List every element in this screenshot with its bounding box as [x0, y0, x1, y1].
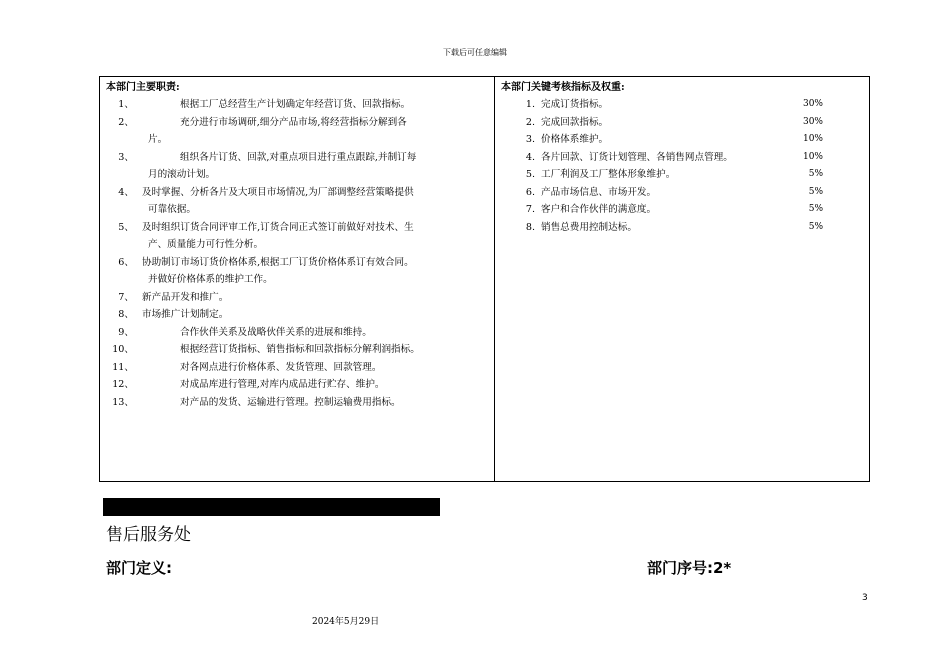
duty-text: 组织各片订货、回款,对重点项目进行重点跟踪,并制订每 — [180, 151, 417, 163]
duty-text: 对成品库进行管理,对库内成品进行贮存、维护。 — [180, 379, 385, 390]
kpi-item — [501, 114, 863, 132]
duty-continuation: 可靠依据。 — [148, 204, 196, 215]
kpi-item — [501, 166, 863, 184]
duty-item — [106, 324, 488, 342]
duty-table — [99, 76, 870, 482]
duty-item — [106, 306, 488, 324]
dept-number-label: 部门序号:2* — [647, 559, 732, 577]
duty-continuation: 产、质量能力可行性分析。 — [148, 239, 264, 250]
kpi-text: 销售总费用控制达标。 — [541, 221, 637, 233]
duty-item — [106, 394, 488, 412]
kpi-weight: 5% — [808, 186, 823, 197]
duty-continuation: 片。 — [148, 134, 168, 145]
page-number: 3 — [862, 593, 868, 603]
duty-item — [106, 114, 488, 149]
footer-date: 2024年5月29日 — [312, 617, 380, 627]
kpi-number: 2. — [525, 116, 535, 128]
duty-continuation: 并做好价格体系的维护工作。 — [148, 274, 273, 285]
duty-text: 合作伙伴关系及战略伙伴关系的进展和维持。 — [180, 326, 372, 338]
responsibilities-list — [106, 96, 488, 411]
kpi-number: 6. — [525, 186, 535, 198]
kpi-text: 完成订货指标。 — [541, 99, 609, 110]
duty-text: 及时组织订货合同评审工作,订货合同正式签订前做好对技术、生 — [142, 221, 414, 233]
kpi-number: 3. — [525, 134, 535, 145]
responsibilities-column — [100, 77, 495, 481]
duty-item — [106, 96, 488, 114]
kpi-weight: 10% — [802, 151, 823, 162]
duty-text: 充分进行市场调研,细分产品市场,将经营指标分解到各 — [180, 116, 407, 128]
kpi-column — [495, 77, 869, 481]
duty-item — [106, 149, 488, 184]
duty-number: 12、 — [112, 379, 134, 390]
duty-text: 及时掌握、分析各片及大项目市场情况,为厂部调整经营策略提供 — [142, 186, 414, 198]
duty-number: 10、 — [112, 344, 134, 355]
kpi-text: 产品市场信息、市场开发。 — [541, 186, 657, 198]
kpi-item — [501, 184, 863, 202]
kpi-text: 完成回款指标。 — [541, 116, 609, 128]
kpi-item — [501, 149, 863, 167]
kpi-item — [501, 96, 863, 114]
responsibilities-title: 本部门主要职责: — [106, 82, 180, 93]
duty-number: 11、 — [112, 361, 134, 373]
duty-text: 对各网点进行价格体系、发货管理、回款管理。 — [180, 361, 382, 373]
duty-number: 9、 — [118, 326, 134, 338]
kpi-item — [501, 219, 863, 237]
duty-item — [106, 254, 488, 289]
duty-number: 2、 — [118, 116, 134, 128]
duty-number: 4、 — [118, 186, 134, 198]
kpi-item — [501, 131, 863, 149]
duty-item — [106, 219, 488, 254]
duty-number: 5、 — [118, 221, 134, 233]
kpi-item — [501, 201, 863, 219]
header-note: 下载后可任意编辑 — [443, 48, 507, 57]
kpi-title: 本部门关键考核指标及权重: — [501, 82, 625, 93]
duty-continuation: 月的滚动计划。 — [148, 169, 216, 180]
duty-text: 新产品开发和推广。 — [142, 291, 229, 303]
dept-definition-label: 部门定义: — [106, 559, 172, 577]
duty-text: 根据经营订货指标、销售指标和回款指标分解利润指标。 — [180, 344, 420, 355]
kpi-number: 1. — [525, 99, 535, 110]
kpi-number: 5. — [525, 169, 535, 180]
kpi-number: 7. — [525, 204, 535, 215]
kpi-text: 各片回款、订货计划管理、各销售网点管理。 — [541, 151, 733, 163]
duty-number: 6、 — [118, 256, 134, 268]
kpi-text: 工厂利润及工厂整体形象维护。 — [541, 169, 676, 180]
redaction-bar — [103, 498, 440, 516]
duty-number: 8、 — [118, 309, 134, 320]
duty-number: 13、 — [112, 396, 134, 408]
kpi-weight: 5% — [808, 204, 823, 214]
kpi-weight: 5% — [808, 221, 823, 232]
kpi-number: 8. — [525, 221, 535, 233]
duty-number: 1、 — [118, 99, 134, 110]
duty-text: 对产品的发货、运输进行管理。控制运输费用指标。 — [180, 396, 401, 408]
duty-item — [106, 289, 488, 307]
kpi-list — [501, 96, 863, 236]
duty-text: 协助制订市场订货价格体系,根据工厂订货价格体系订有效合同。 — [142, 256, 414, 268]
duty-number: 3、 — [118, 151, 134, 163]
duty-text: 根据工厂总经营生产计划确定年经营订货、回款指标。 — [180, 99, 411, 110]
duty-item — [106, 184, 488, 219]
kpi-number: 4. — [525, 151, 535, 163]
kpi-weight: 10% — [802, 134, 823, 144]
kpi-text: 价格体系维护。 — [541, 134, 609, 145]
duty-item — [106, 341, 488, 359]
duty-item — [106, 359, 488, 377]
kpi-weight: 30% — [802, 116, 823, 127]
duty-number: 7、 — [118, 291, 134, 303]
duty-text: 市场推广计划制定。 — [142, 309, 229, 320]
kpi-text: 客户和合作伙伴的满意度。 — [541, 204, 657, 215]
duty-item — [106, 376, 488, 394]
kpi-weight: 5% — [808, 169, 823, 179]
kpi-weight: 30% — [802, 99, 823, 109]
section-title: 售后服务处 — [106, 525, 191, 545]
